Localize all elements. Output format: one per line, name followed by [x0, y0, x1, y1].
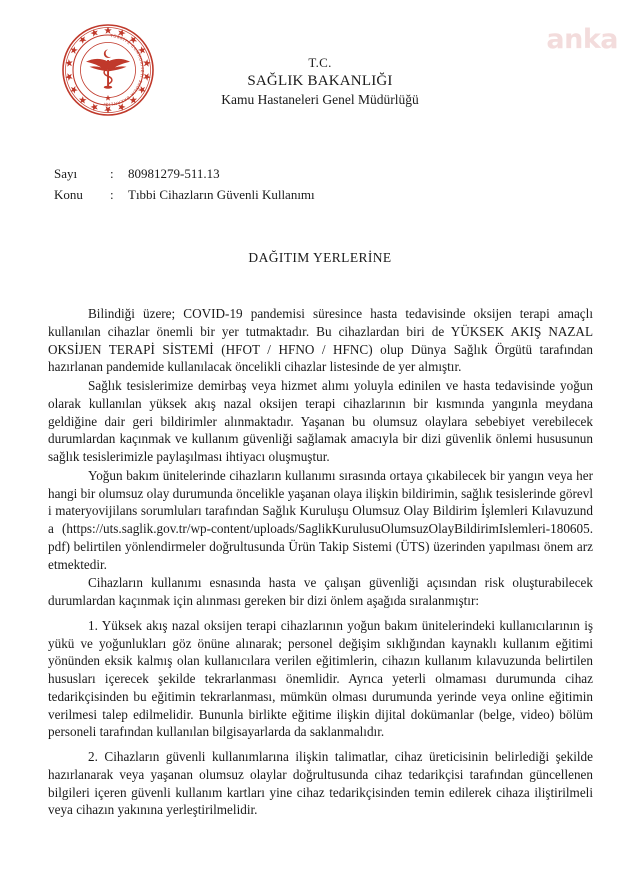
- body-paragraph: Cihazların kullanımı esnasında hasta ve çalışan güvenliği açısından risk oluşturabilecek durumlardan kaçınmak için alınması gereken bir dizi önlem aşağıda sıralanmıştır:: [48, 575, 593, 608]
- konu-label: Konu: [54, 187, 83, 203]
- heading-line-tc: T.C.: [308, 55, 332, 70]
- document-header: [0, 0, 640, 132]
- heading-line-ministry: SAĞLIK BAKANLIĞI: [247, 72, 393, 89]
- document-meta: [54, 163, 315, 205]
- sayi-label: Sayı: [54, 166, 78, 181]
- sayi-colon: :: [110, 166, 114, 181]
- svg-text:TÜRKİYE CUMHURİYETİ SAĞLIK BAK: TÜRKİYE CUMHURİYETİ SAĞLIK BAKANLIĞI: [102, 33, 146, 108]
- body-list-item-1: 1. Yüksek akış nazal oksijen terapi cihazlarının yoğun bakım ünitelerindeki kullanıcılarının iş yükü ve yoğunlukları göz önüne alınarak; personel değişim sıklığından kaynaklı kullanım eğitimi yönünden eksik kalmış olan kullanıcılara verilen eğitimlerin, cihazın kullanım kılavuzunda belirtilen hususları içerecek şekilde tekrarlanması önemlidir. Ayrıca yeterli olmaması durumunda cihaz tedarikçisinden bu eğitimin tekrarlanması, mümkün olması durumunda yerinde veya online eğitimin verilmesi talep edilmelidir. Bununla birlikte eğitime ilişkin dijital dokümanlar (belge, video) bölüm personeli tarafından kullanılan bilgisayarlarda da saklanmalıdır.: [48, 617, 593, 740]
- anka-watermark: anka: [546, 24, 618, 55]
- sayi-value: 80981279-511.13: [128, 166, 220, 181]
- konu-colon: :: [110, 187, 114, 203]
- meta-row-sayi: [54, 163, 315, 184]
- body-paragraph: Sağlık tesislerimize demirbaş veya hizmet alımı yoluyla edinilen ve hasta tedavisinde yoğun olarak kullanılan yüksek akış nazal oksijen terapi cihazlarının bir kısmında yangınla meydana geldiğine dair geri bildirimler alınmaktadır. Yaşanan bu olumsuz olaylara sebebiyet verebilecek durumlardan kaçınmak ve kullanım güvenliği sağlamak amacıyla bir dizi güvenlik önlemi hususunun sağlık tesislerimizle paylaşılması ihtiyacı oluşmuştur.: [48, 378, 593, 464]
- document-body: [48, 305, 593, 820]
- ministry-heading: [0, 55, 640, 108]
- body-list-item-2: 2. Cihazların güvenli kullanımlarına ilişkin talimatlar, cihaz üreticisinin belirlediği şekilde hazırlanarak veya yaşanan olumsuz olaylar doğrultusunda cihaz tedarikçisi tarafından güncellenen bilgileri içeren güvenli kullanım kartları yine cihaz tedarikçisinden temin edilerek cihaza iliştirilmeli veya cihazın yakınına yerleştirilmelidir.: [48, 749, 593, 818]
- body-paragraph-with-url: Yoğun bakım ünitelerinde cihazların kullanımı sırasında ortaya çıkabilecek bir yangın veya herhangi bir olumsuz olay durumunda öncelikle yaşanan olaya ilişkin bildirimin, sağlık tesislerinde görevli materyovijilans sorumluları tarafından Sağlık Kuruluşu Olumsuz Olay Bildirim İşlemleri Kılavuzunda (https://uts.saglik.gov.tr/wp-content/uploads/SaglikKurulusuOlumsuzOlayBildirimIslemleri-180605.pdf) belirtilen yönlendirmeler doğrultusunda Ürün Takip Sistemi (ÜTS) üzerinden yapılması önem arz etmektedir.: [48, 467, 593, 572]
- heading-line-directorate: Kamu Hastaneleri Genel Müdürlüğü: [221, 91, 419, 107]
- recipient-heading: DAĞITIM YERLERİNE: [248, 250, 392, 265]
- body-paragraph: Bilindiği üzere; COVID-19 pandemisi süresince hasta tedavisinde oksijen terapi amaçlı kullanılan cihazlar önemli bir yer tutmaktadır. Bu cihazlardan biri de YÜKSEK AKIŞ NAZAL OKSİJEN TERAPİ SİSTEMİ (HFOT / HFNO / HFNC) olup Dünya Sağlık Örgütü tarafından hazırlanan pandemide kullanılacak öncelikli cihazlar listesinde de yer almıştır.: [48, 306, 593, 375]
- konu-value: Tıbbi Cihazların Güvenli Kullanımı: [128, 187, 315, 203]
- meta-row-konu: [54, 184, 315, 205]
